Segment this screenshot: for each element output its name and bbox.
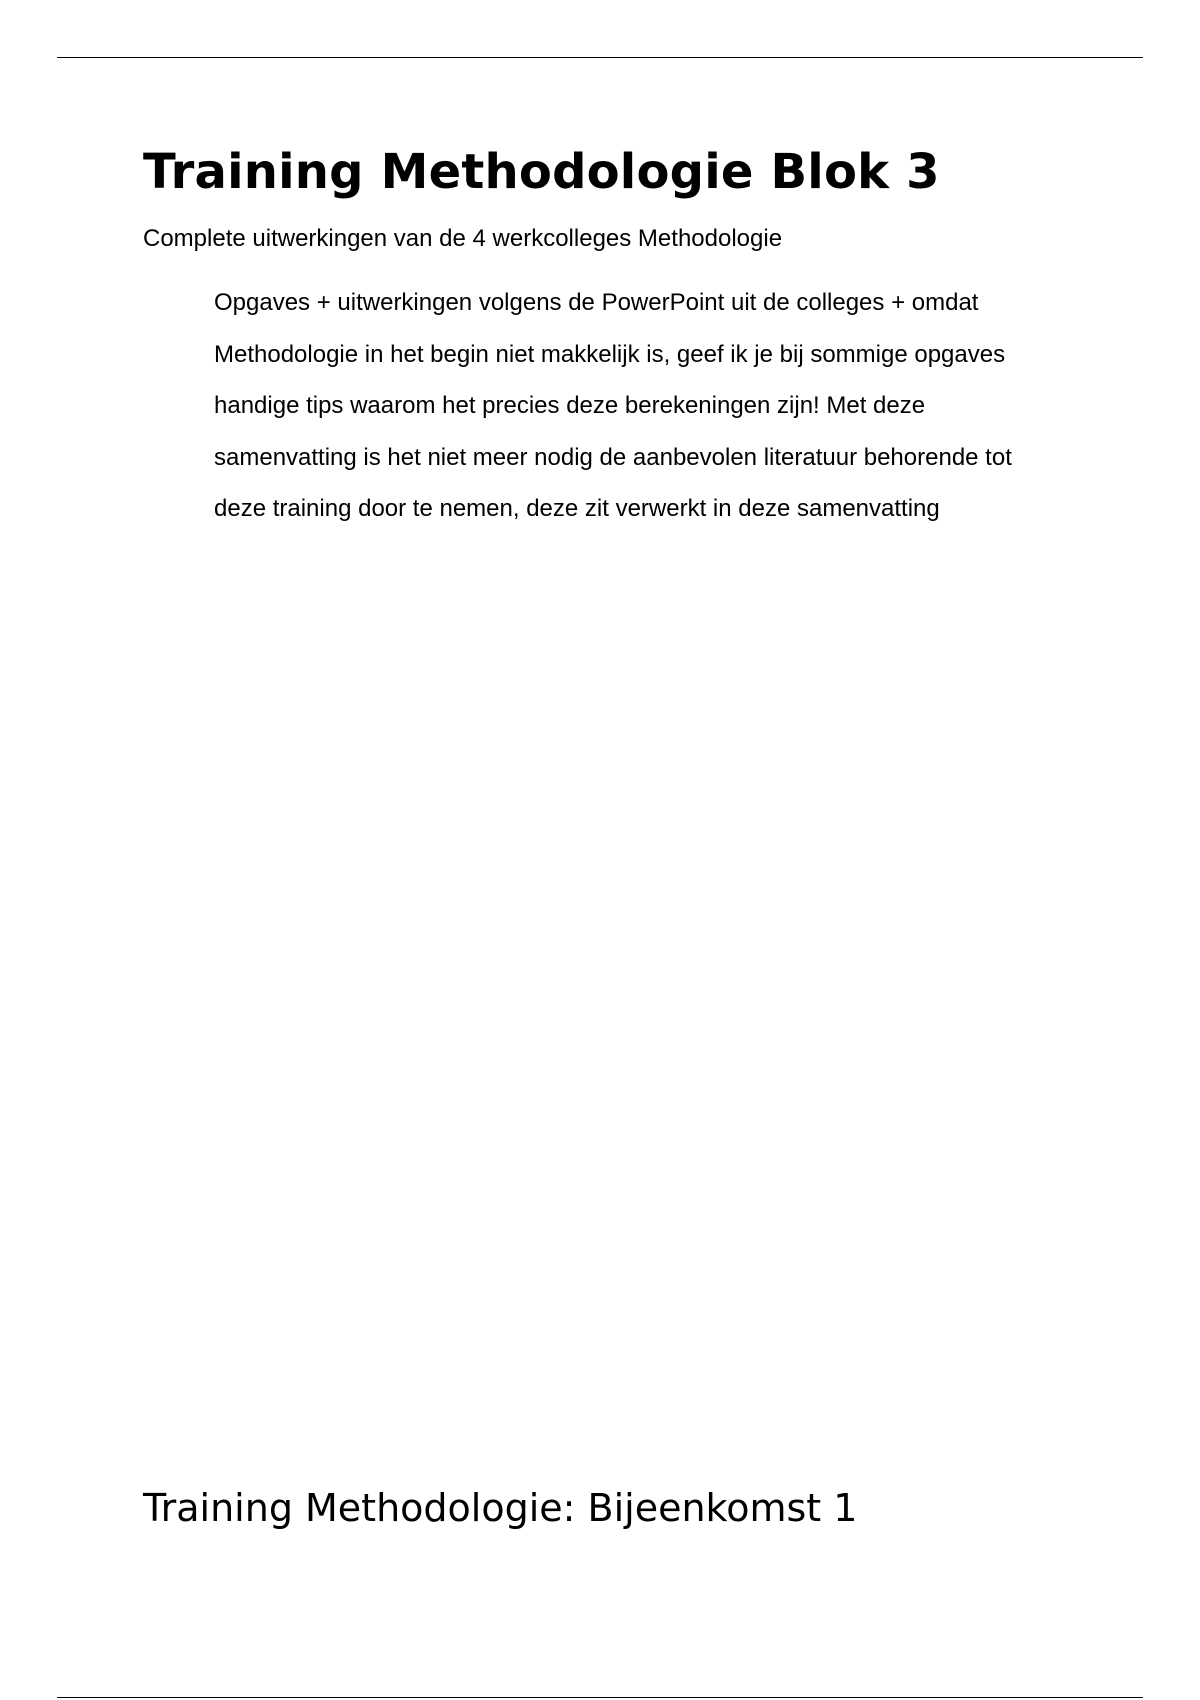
document-body <box>143 136 1063 535</box>
document-title: Training Methodologie Blok 3 <box>143 144 940 200</box>
top-horizontal-rule <box>57 57 1143 58</box>
document-subtitle: Complete uitwerkingen van de 4 werkcolleges Methodologie <box>143 225 783 252</box>
bottom-horizontal-rule <box>57 1697 1143 1698</box>
section-heading: Training Methodologie: Bijeenkomst 1 <box>143 1486 858 1530</box>
document-description: Opgaves + uitwerkingen volgens de PowerPoint uit de colleges + omdat Methodologie in het begin niet makkelijk is, geef ik je bij sommige opgaves handige tips waarom het precies deze berekeningen zijn! Met deze samenvatting is het niet meer nodig de aanbevolen literatuur behorende tot deze training door te nemen, deze zit verwerkt in deze samenvatting <box>214 289 1012 523</box>
